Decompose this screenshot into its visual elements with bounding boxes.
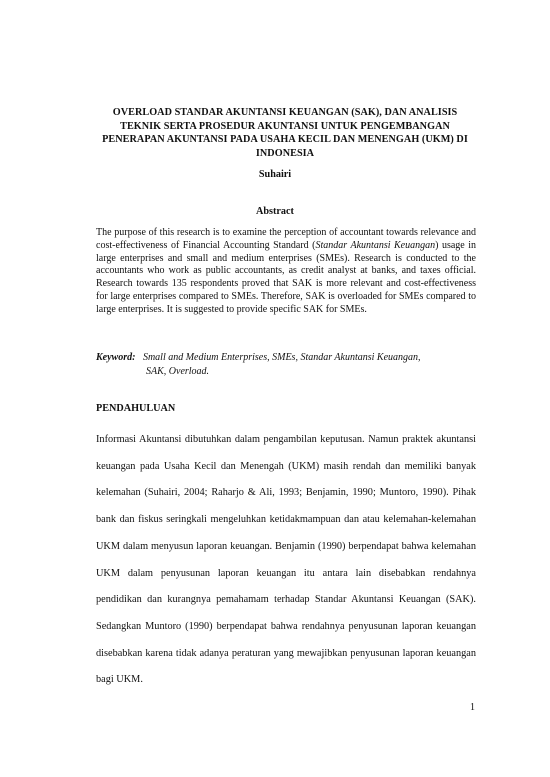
keywords-block xyxy=(96,351,476,379)
abstract-heading: Abstract xyxy=(256,206,294,217)
keywords-line-1 xyxy=(96,351,476,365)
page-number: 1 xyxy=(470,702,475,713)
section-heading: PENDAHULUAN xyxy=(96,403,176,414)
keywords-text-1: Small and Medium Enterprises, SMEs, Standar Akuntansi Keuangan, xyxy=(142,352,421,363)
paper-title: OVERLOAD STANDAR AKUNTANSI KEUANGAN (SAK), DAN ANALISIS TEKNIK SERTA PROSEDUR AKUNTANSI UNTUK PENGEMBANGAN PENERAPAN AKUNTANSI PADA USAHA KECIL DAN MENENGAH (UKM) DI INDONESIA xyxy=(102,107,468,159)
abstract-italic-term: Standar Akuntansi Keuangan xyxy=(315,239,436,251)
keywords-label: Keyword: xyxy=(96,352,136,363)
abstract-text-part1: The purpose of this research is to examine the perception of accountant towards relevance and cost-effectiveness of Financial Accounting Standard ( xyxy=(96,227,476,251)
abstract-text-part2: ) usage in large enterprises and small and medium enterprises (SMEs). Research is conducted to the accountants who work as public accountants, as credit analyst at banks, and taxes official. Research towards 135 respondents proved that SAK is more relevant and cost-effectiveness for large enterprises compared to SMEs. Therefore, SAK is overloaded for SMEs compared to large enterprises. It is suggested to provide specific SAK for SMEs. xyxy=(96,239,476,315)
body-paragraph: Informasi Akuntansi dibutuhkan dalam pengambilan keputusan. Namun praktek akuntansi keuangan pada Usaha Kecil dan Menengah (UKM) masih rendah dan memiliki banyak kelemahan (Suhairi, 2004; Raharjo & Ali, 1993; Benjamin, 1990; Muntoro, 1990). Pihak bank dan fiskus seringkali mengeluhkan ketidakmampuan dan atau kelemahan-kelemahan UKM dalam menyusun laporan keuangan. Benjamin (1990) berpendapat bahwa kelemahan UKM dalam penyusunan laporan keuangan itu antara lain disebabkan rendahnya pendidikan dan kurangnya pemahamam terhadap Standar Akuntansi Keuangan (SAK). Sedangkan Muntoro (1990) berpendapat bahwa rendahnya penyusunan laporan keuangan disebabkan karena tidak adanya peraturan yang mewajibkan penyusunan laporan keuangan bagi UKM. xyxy=(96,434,476,686)
author-name: Suhairi xyxy=(258,169,292,180)
keywords-text-2: SAK, Overload. xyxy=(146,366,210,377)
abstract-body xyxy=(96,227,476,317)
